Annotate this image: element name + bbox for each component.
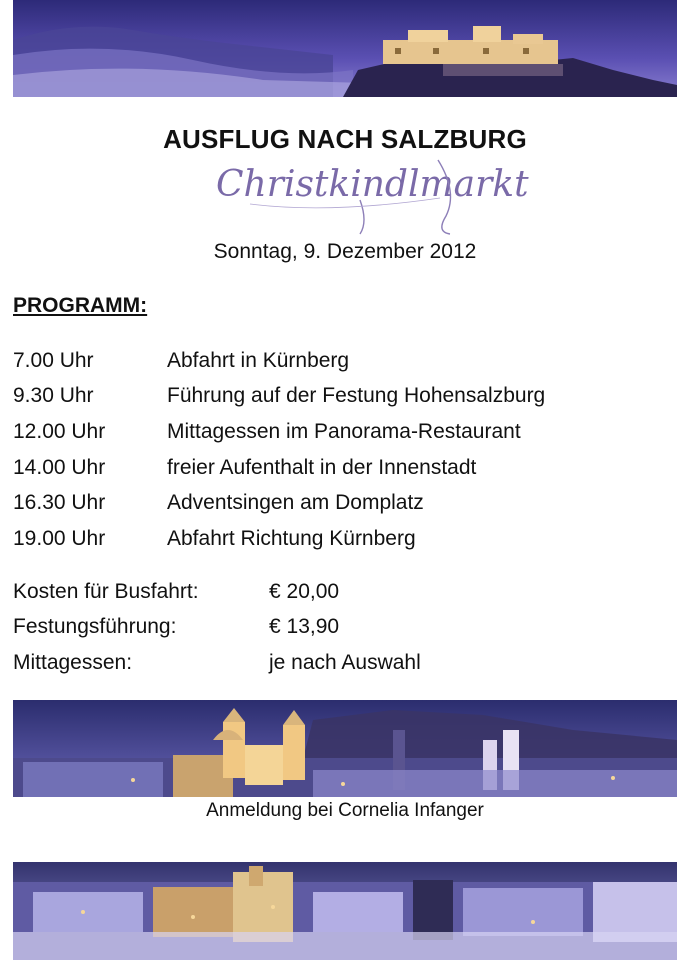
old-town-photo	[13, 862, 677, 960]
logo-script-text: Christkindlmarkt	[216, 164, 529, 205]
cost-row	[13, 574, 673, 610]
schedule-activity: Mittagessen im Panorama-Restaurant	[167, 419, 521, 443]
event-date: Sonntag, 9. Dezember 2012	[213, 240, 477, 263]
schedule-time: 16.30 Uhr	[13, 491, 106, 515]
schedule-row	[13, 379, 673, 415]
page-title: AUSFLUG NACH SALZBURG	[163, 124, 527, 154]
cathedral-photo	[13, 700, 677, 797]
schedule-time: 7.00 Uhr	[13, 348, 94, 372]
cost-value: € 13,90	[269, 615, 340, 639]
schedule-time: 19.00 Uhr	[13, 526, 106, 550]
registration-note: Anmeldung bei Cornelia Infanger	[206, 800, 484, 821]
schedule-activity: Abfahrt Richtung Kürnberg	[167, 526, 416, 550]
schedule-time: 14.00 Uhr	[13, 455, 106, 479]
program-heading: PROGRAMM:	[13, 294, 148, 317]
schedule-row	[13, 414, 673, 450]
christkindlmarkt-logo	[210, 152, 529, 236]
schedule-time: 9.30 Uhr	[13, 384, 94, 408]
schedule-row	[13, 343, 673, 379]
schedule-list	[13, 343, 673, 557]
schedule-row	[13, 450, 673, 486]
cost-label: Festungsführung:	[13, 615, 177, 639]
schedule-row	[13, 485, 673, 521]
schedule-activity: freier Aufenthalt in der Innenstadt	[167, 455, 477, 479]
schedule-row	[13, 521, 673, 557]
cost-row	[13, 610, 673, 646]
fortress-photo	[13, 0, 677, 97]
cost-row	[13, 645, 673, 681]
cost-label: Kosten für Busfahrt:	[13, 579, 199, 603]
cost-value: je nach Auswahl	[269, 650, 421, 674]
cost-label: Mittagessen:	[13, 650, 133, 674]
schedule-activity: Abfahrt in Kürnberg	[167, 348, 350, 372]
costs-list	[13, 574, 673, 681]
cost-value: € 20,00	[269, 579, 340, 603]
schedule-activity: Führung auf der Festung Hohensalzburg	[167, 384, 546, 408]
schedule-activity: Adventsingen am Domplatz	[167, 491, 424, 515]
schedule-time: 12.00 Uhr	[13, 419, 106, 443]
